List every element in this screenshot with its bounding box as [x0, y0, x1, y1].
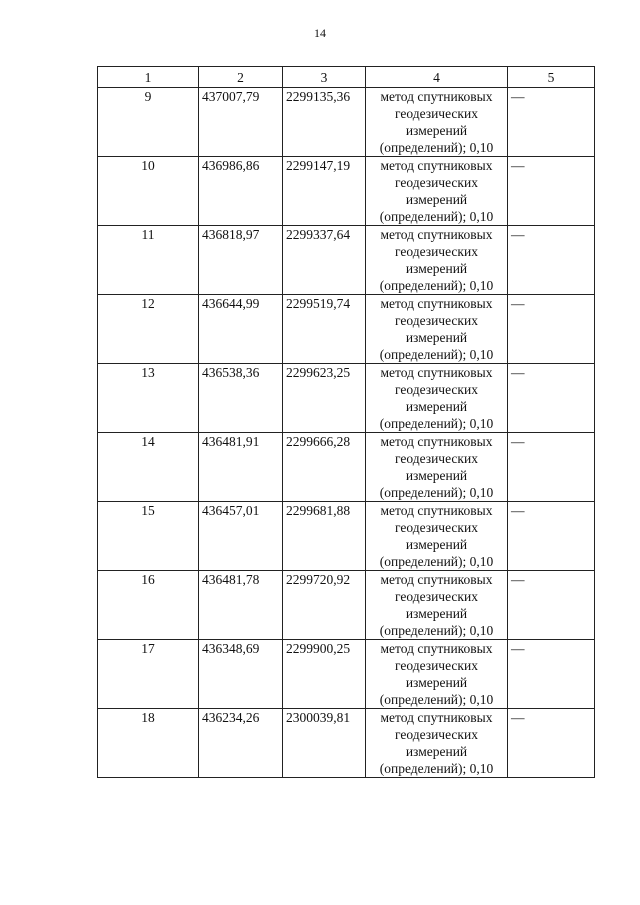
- method-line: метод спутниковых: [380, 434, 493, 449]
- point-number-cell: 9: [98, 88, 199, 157]
- method-line: измерений: [405, 468, 468, 483]
- method-cell: [366, 88, 508, 157]
- y-coordinate-cell: 2300039,81: [283, 709, 366, 778]
- y-coordinate-cell: 2299337,64: [283, 226, 366, 295]
- note-cell: —: [508, 433, 595, 502]
- column-header: 2: [199, 67, 283, 88]
- table-row: [98, 571, 595, 640]
- method-line: метод спутниковых: [380, 158, 493, 173]
- x-coordinate-cell: 436986,86: [199, 157, 283, 226]
- note-cell: —: [508, 88, 595, 157]
- x-coordinate-cell: 436348,69: [199, 640, 283, 709]
- note-cell: —: [508, 640, 595, 709]
- table-row: [98, 502, 595, 571]
- point-number-cell: 16: [98, 571, 199, 640]
- method-line: измерений: [405, 744, 468, 759]
- method-line: измерений: [405, 123, 468, 138]
- note-cell: —: [508, 364, 595, 433]
- method-cell: [366, 433, 508, 502]
- y-coordinate-cell: 2299623,25: [283, 364, 366, 433]
- method-cell: [366, 226, 508, 295]
- x-coordinate-cell: 436644,99: [199, 295, 283, 364]
- y-coordinate-cell: 2299519,74: [283, 295, 366, 364]
- column-header: 3: [283, 67, 366, 88]
- note-cell: —: [508, 157, 595, 226]
- method-line: (определений); 0,10: [379, 416, 494, 431]
- note-cell: —: [508, 295, 595, 364]
- column-header: 5: [508, 67, 595, 88]
- method-line: измерений: [405, 606, 468, 621]
- table-row: [98, 364, 595, 433]
- method-line: (определений); 0,10: [379, 209, 494, 224]
- coordinates-table: [97, 66, 595, 778]
- method-line: геодезических: [395, 727, 478, 742]
- method-line: геодезических: [395, 382, 478, 397]
- method-line: измерений: [405, 399, 468, 414]
- method-line: измерений: [405, 537, 468, 552]
- method-line: метод спутниковых: [380, 572, 493, 587]
- point-number-cell: 12: [98, 295, 199, 364]
- method-cell: [366, 364, 508, 433]
- method-line: геодезических: [395, 175, 478, 190]
- method-line: (определений); 0,10: [379, 140, 494, 155]
- method-line: измерений: [405, 261, 468, 276]
- method-line: (определений); 0,10: [379, 485, 494, 500]
- method-line: (определений); 0,10: [379, 692, 494, 707]
- table-row: [98, 709, 595, 778]
- y-coordinate-cell: 2299681,88: [283, 502, 366, 571]
- method-cell: [366, 640, 508, 709]
- point-number-cell: 17: [98, 640, 199, 709]
- note-cell: —: [508, 571, 595, 640]
- x-coordinate-cell: 436457,01: [199, 502, 283, 571]
- method-line: (определений); 0,10: [379, 554, 494, 569]
- table-row: [98, 640, 595, 709]
- method-cell: [366, 295, 508, 364]
- x-coordinate-cell: 436538,36: [199, 364, 283, 433]
- table-row: [98, 157, 595, 226]
- method-line: геодезических: [395, 451, 478, 466]
- page-number: 14: [314, 26, 326, 40]
- method-line: геодезических: [395, 313, 478, 328]
- x-coordinate-cell: 436481,91: [199, 433, 283, 502]
- method-line: геодезических: [395, 520, 478, 535]
- method-line: (определений); 0,10: [379, 278, 494, 293]
- method-line: (определений); 0,10: [379, 761, 494, 776]
- y-coordinate-cell: 2299720,92: [283, 571, 366, 640]
- method-line: измерений: [405, 330, 468, 345]
- method-line: (определений); 0,10: [379, 623, 494, 638]
- method-line: метод спутниковых: [380, 503, 493, 518]
- method-cell: [366, 571, 508, 640]
- column-header: 1: [98, 67, 199, 88]
- method-line: геодезических: [395, 106, 478, 121]
- point-number-cell: 15: [98, 502, 199, 571]
- y-coordinate-cell: 2299135,36: [283, 88, 366, 157]
- method-line: метод спутниковых: [380, 641, 493, 656]
- method-line: метод спутниковых: [380, 296, 493, 311]
- x-coordinate-cell: 437007,79: [199, 88, 283, 157]
- method-line: геодезических: [395, 658, 478, 673]
- method-cell: [366, 502, 508, 571]
- point-number-cell: 18: [98, 709, 199, 778]
- method-line: (определений); 0,10: [379, 347, 494, 362]
- column-header: 4: [366, 67, 508, 88]
- method-line: геодезических: [395, 244, 478, 259]
- note-cell: —: [508, 502, 595, 571]
- point-number-cell: 11: [98, 226, 199, 295]
- point-number-cell: 13: [98, 364, 199, 433]
- x-coordinate-cell: 436234,26: [199, 709, 283, 778]
- table-row: [98, 88, 595, 157]
- table-row: [98, 295, 595, 364]
- point-number-cell: 10: [98, 157, 199, 226]
- header-row: [98, 67, 595, 88]
- note-cell: —: [508, 226, 595, 295]
- point-number-cell: 14: [98, 433, 199, 502]
- x-coordinate-cell: 436481,78: [199, 571, 283, 640]
- note-cell: —: [508, 709, 595, 778]
- method-line: измерений: [405, 192, 468, 207]
- method-line: измерений: [405, 675, 468, 690]
- y-coordinate-cell: 2299900,25: [283, 640, 366, 709]
- method-cell: [366, 709, 508, 778]
- table-row: [98, 433, 595, 502]
- x-coordinate-cell: 436818,97: [199, 226, 283, 295]
- method-line: метод спутниковых: [380, 227, 493, 242]
- table-row: [98, 226, 595, 295]
- table-header: [98, 67, 595, 88]
- method-line: метод спутниковых: [380, 89, 493, 104]
- table-body: [98, 88, 595, 778]
- method-line: метод спутниковых: [380, 365, 493, 380]
- y-coordinate-cell: 2299147,19: [283, 157, 366, 226]
- method-line: метод спутниковых: [380, 710, 493, 725]
- y-coordinate-cell: 2299666,28: [283, 433, 366, 502]
- method-cell: [366, 157, 508, 226]
- method-line: геодезических: [395, 589, 478, 604]
